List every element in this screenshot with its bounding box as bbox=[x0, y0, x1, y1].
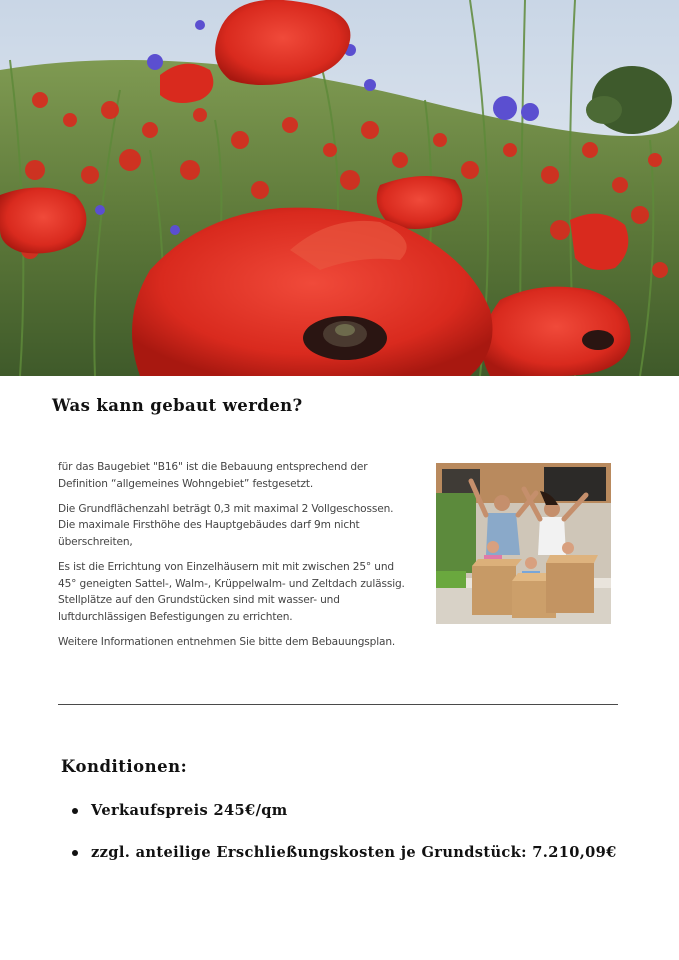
condition-price-text: Verkaufspreis 245€/qm bbox=[91, 802, 288, 819]
paragraph-more-info: Weitere Informationen entnehmen Sie bitte dem Bebauungsplan. bbox=[58, 635, 396, 648]
conditions-list bbox=[72, 798, 617, 882]
condition-development-costs bbox=[72, 840, 617, 882]
section-title: Was kann gebaut werden? bbox=[52, 396, 303, 415]
description-text bbox=[58, 459, 408, 659]
paragraph-roof-types: Es ist die Errichtung von Einzelhäusern mit mit zwischen 25° und 45° geneigten Sattel-, Walm-, Krüppelwalm- und Zeltdach zulässig. Stellplätze auf den Grundstücken sind mit wasser- und luftdurchlässigen Befestigungen zu errichten. bbox=[58, 560, 405, 623]
condition-price bbox=[72, 798, 617, 840]
bullet-icon bbox=[72, 808, 78, 814]
section-divider bbox=[58, 704, 618, 705]
conditions-title: Konditionen: bbox=[61, 757, 188, 776]
hero-poppy-image bbox=[0, 0, 679, 376]
paragraph-zoning: für das Baugebiet "B16" ist die Bebauung entsprechend der Definition “allgemeines Wohngebiet” festgesetzt. bbox=[58, 461, 368, 490]
bullet-icon bbox=[72, 850, 78, 856]
family-moving-boxes-photo bbox=[436, 463, 611, 624]
condition-development-costs-text: zzgl. anteilige Erschließungskosten je Grundstück: 7.210,09€ bbox=[91, 844, 617, 861]
paragraph-floor-area: Die Grundflächenzahl beträgt 0,3 mit maximal 2 Vollgeschossen. Die maximale Firsthöhe des Hauptgebäudes darf 9m nicht überschreiten, bbox=[58, 502, 394, 548]
